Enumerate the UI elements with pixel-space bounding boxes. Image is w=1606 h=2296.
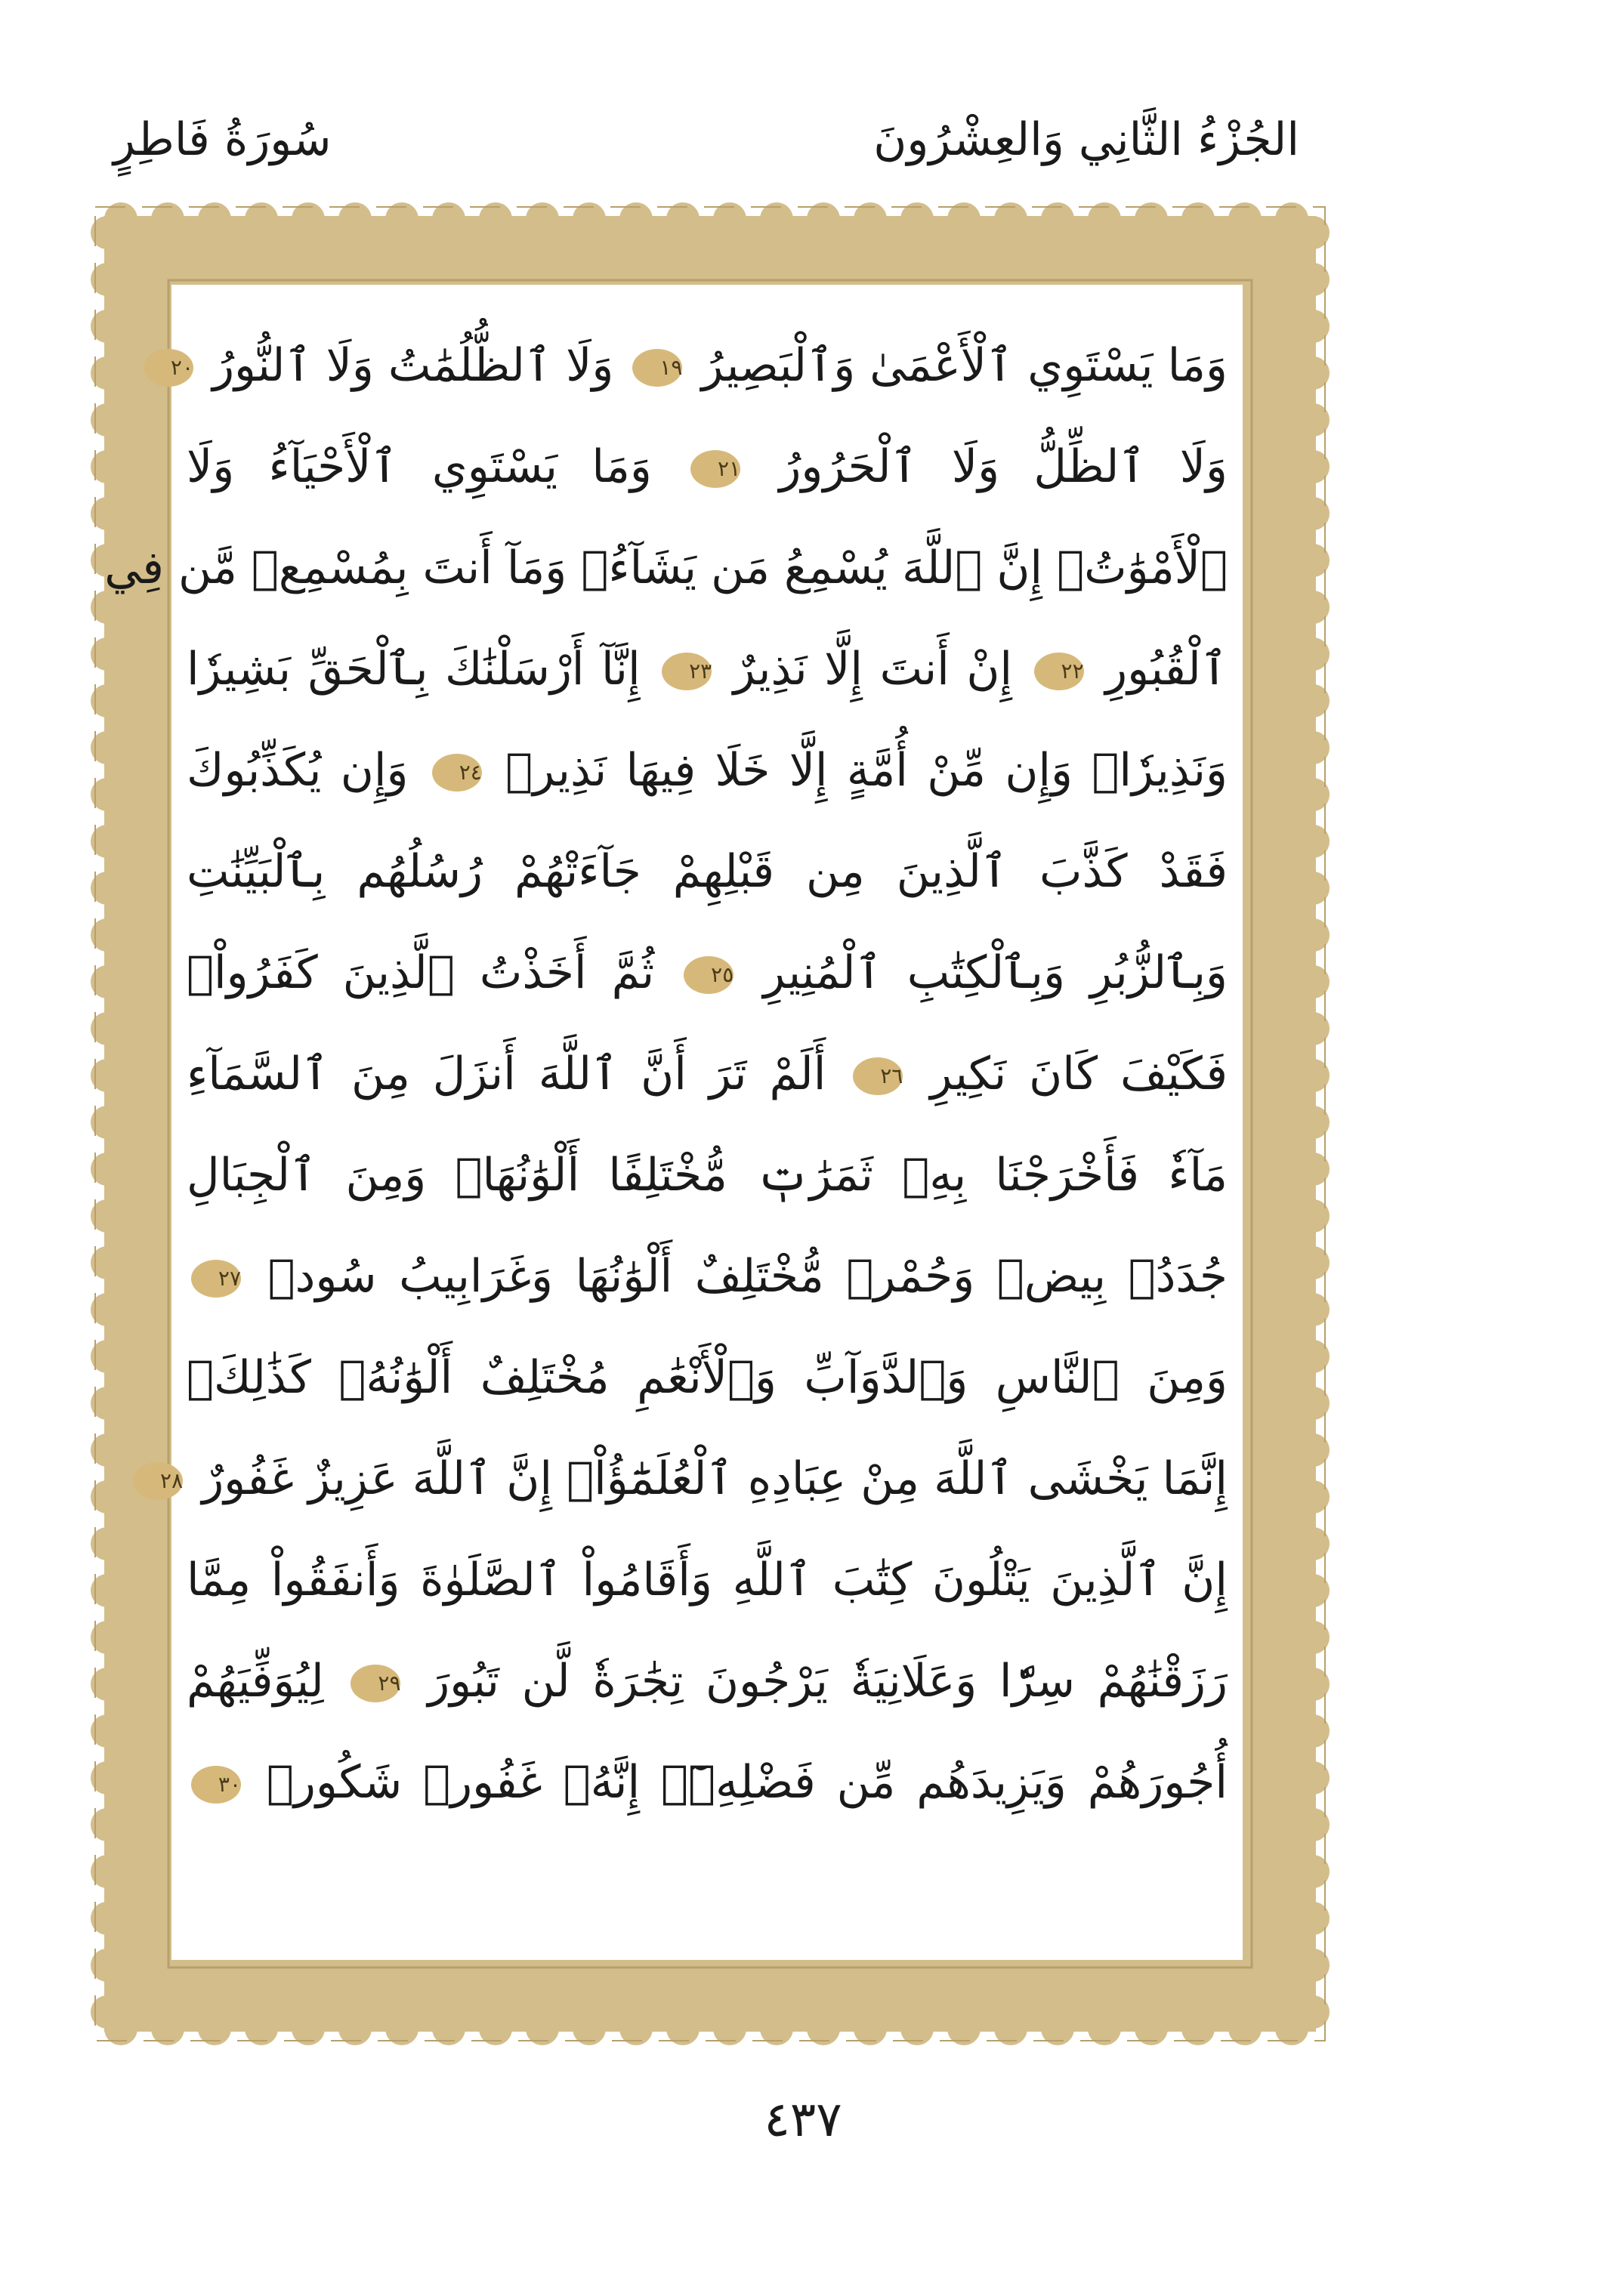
verse-text: إِنَّ ٱلَّذِينَ يَتْلُونَ كِتَٰبَ ٱللَّهِ وَأَقَامُواْ ٱلصَّلَوٰةَ وَأَنفَقُواْ مِمَّا xyxy=(187,1554,1228,1606)
ayah-number-marker: ٢٣ xyxy=(662,653,712,690)
text-line xyxy=(187,821,1228,922)
verse-text: لِيُوَفِّيَهُمْ xyxy=(187,1655,324,1708)
ayah-number-marker: ٢٢ xyxy=(1034,653,1084,690)
verse-text: وَنَذِيرٗاۚ وَإِن مِّنْ أُمَّةٍ إِلَّا خَلَا فِيهَا نَذِيرٞ xyxy=(486,744,1228,797)
juz-title: الجُزْءُ الثَّانِي وَالعِشْرُونَ xyxy=(873,113,1299,166)
text-line xyxy=(187,1125,1228,1226)
ayah-number-marker: ٢٠ xyxy=(144,349,193,387)
verse-text: وَمِنَ ٱلنَّاسِ وَٱلدَّوَآبِّ وَٱلْأَنْعَٰمِ مُخْتَلِفٌ أَلْوَٰنُهُۥ كَذَٰلِكَۗ xyxy=(187,1351,1228,1404)
verse-text: وَمَا يَسْتَوِي ٱلْأَحْيَآءُ وَلَا xyxy=(187,440,652,493)
verse-text: ٱلْقُبُورِ xyxy=(1088,643,1228,696)
verse-text: فَقَدْ كَذَّبَ ٱلَّذِينَ مِن قَبْلِهِمْ جَآءَتْهُمْ رُسُلُهُم بِٱلْبَيِّنَٰتِ xyxy=(187,845,1228,898)
ayah-number-marker: ٢٦ xyxy=(853,1057,903,1095)
ayah-number-marker: ٢١ xyxy=(690,450,740,488)
verse-text: ٱلْأَمْوَٰتُۚ إِنَّ ٱللَّهَ يُسْمِعُ مَن يَشَآءُۖ وَمَآ أَنتَ بِمُسْمِعٖ مَّن فِي xyxy=(104,542,1228,594)
verse-text: فَكَيْفَ كَانَ نَكِيرِ xyxy=(907,1048,1228,1100)
surah-title: سُورَةُ فَاطِرٍ xyxy=(113,113,332,166)
text-line xyxy=(170,315,1228,416)
verse-text: أَلَمْ تَرَ أَنَّ ٱللَّهَ أَنزَلَ مِنَ ٱلسَّمَآءِ xyxy=(187,1048,826,1100)
verse-text: إِنَّآ أَرْسَلْنَٰكَ بِٱلْحَقِّ بَشِيرٗا xyxy=(187,643,641,696)
text-line xyxy=(187,619,1228,720)
ayah-number-marker: ٢٩ xyxy=(351,1665,400,1702)
ayah-number-marker: ١٩ xyxy=(632,349,682,387)
ayah-number-marker: ٢٨ xyxy=(133,1462,183,1500)
text-line xyxy=(187,1327,1228,1428)
text-line xyxy=(187,1529,1228,1631)
verse-text: وَبِٱلزُّبُرِ وَبِٱلْكِتَٰبِ ٱلْمُنِيرِ xyxy=(738,946,1228,999)
verse-text: ثُمَّ أَخَذْتُ ٱلَّذِينَ كَفَرُواْۖ xyxy=(187,946,655,999)
text-line xyxy=(104,517,1228,619)
verse-text: رَزَقْنَٰهُمْ سِرّٗا وَعَلَانِيَةٗ يَرْجُونَ تِجَٰرَةٗ لَّن تَبُورَ xyxy=(405,1655,1228,1708)
verse-text: وَمَا يَسْتَوِي ٱلْأَعْمَىٰ وَٱلْبَصِيرُ xyxy=(687,339,1228,392)
verse-text: وَلَا ٱلظِّلُّ وَلَا ٱلْحَرُورُ xyxy=(745,440,1228,493)
verse-text: إِنَّمَا يَخْشَى ٱللَّهَ مِنْ عِبَادِهِ ٱلْعُلَمَٰٓؤُاْۗ إِنَّ ٱللَّهَ عَزِيزٌ غَفُورٌ xyxy=(187,1452,1228,1505)
text-line xyxy=(187,922,1228,1023)
verse-text: أُجُورَهُمْ وَيَزِيدَهُم مِّن فَضْلِهِۦٓۚ إِنَّهُۥ غَفُورٞ شَكُورٞ xyxy=(246,1756,1228,1809)
verse-text: إِنْ أَنتَ إِلَّا نَذِيرٌ xyxy=(716,643,1013,696)
quran-text xyxy=(104,315,1228,1833)
ayah-number-marker: ٢٤ xyxy=(432,754,482,792)
verse-text: جُدَدُۢ بِيضٞ وَحُمْرٞ مُّخْتَلِفٌ أَلْوَٰنُهَا وَغَرَابِيبُ سُودٞ xyxy=(246,1250,1228,1303)
text-line xyxy=(187,416,1228,517)
text-line xyxy=(187,1732,1228,1833)
text-line xyxy=(187,1023,1228,1125)
ayah-number-marker: ٣٠ xyxy=(191,1766,241,1804)
text-line xyxy=(187,1631,1228,1732)
ayah-number-marker: ٢٧ xyxy=(191,1260,241,1298)
verse-text: وَلَا ٱلظُّلُمَٰتُ وَلَا ٱلنُّورُ xyxy=(198,339,614,392)
text-line xyxy=(187,720,1228,821)
verse-text: مَآءٗ فَأَخْرَجْنَا بِهِۦ ثَمَرَٰتٖ مُّخْتَلِفًا أَلْوَٰنُهَاۚ وَمِنَ ٱلْجِبَالِ xyxy=(187,1149,1228,1202)
page-header xyxy=(113,113,1299,196)
page-number: ٤٣٧ xyxy=(764,2092,842,2148)
text-line xyxy=(160,1428,1228,1529)
text-panel xyxy=(104,285,1243,1960)
ayah-number-marker: ٢٥ xyxy=(684,956,734,994)
verse-text: وَإِن يُكَذِّبُوكَ xyxy=(187,744,409,797)
text-line xyxy=(187,1226,1228,1327)
